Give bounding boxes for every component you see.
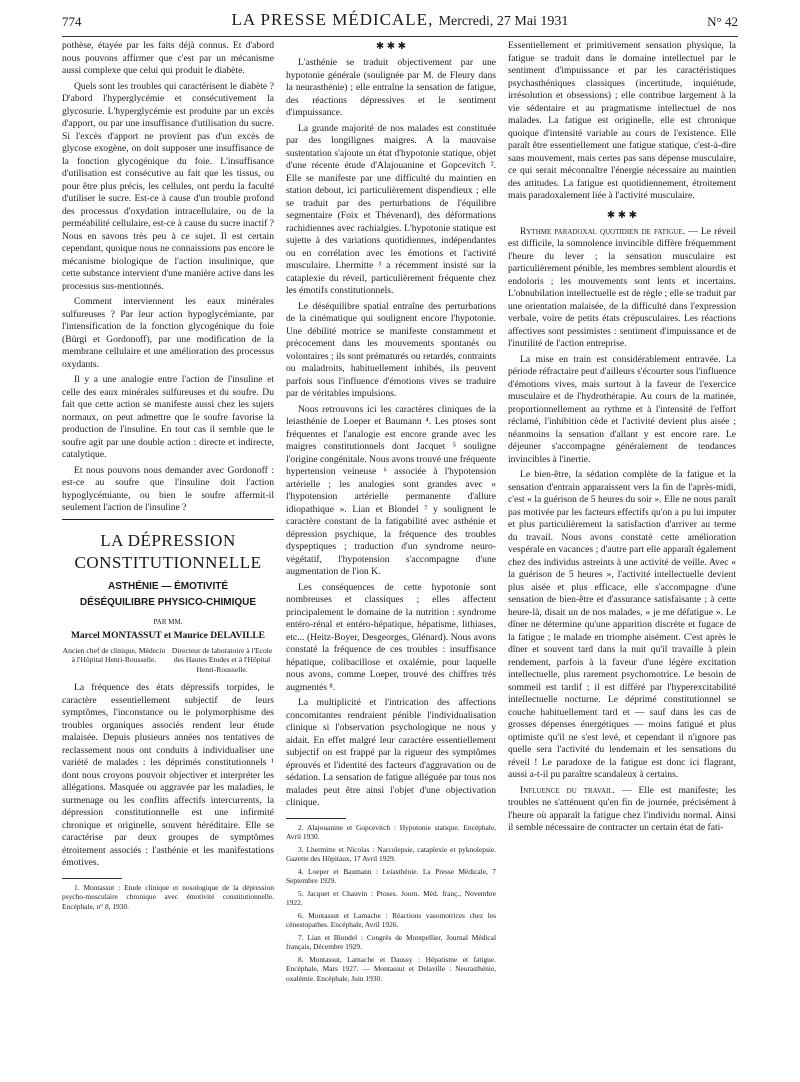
paragraph: Les conséquences de cette hypotonie sont nombreuses et classiques ; elles affectent principalement le domaine de la nutrition : syndrome entéro-rénal et entéro-hépatique, hépatisme, lithiases, etc... (Heitz-Boyer, Desgeorges, Glénard). Nous avons constaté la fréquence de ces troubles : insuffisance hépatique, colibacillose et oxalémie, pour laquelle nous avons, comme Loeper, trouvé des chiffres très augmentés ⁸. [286,581,496,693]
footnote: 2. Alajouanine et Gopcevitch : Hypotonie statique. Encéphale, Avril 1930. [286,822,496,841]
authors: Marcel MONTASSUT et Maurice DELAVILLE [70,631,266,641]
page-number: 774 [62,14,82,29]
paragraph-text: — Elle est manifeste; les troubles ne s'atténuent qu'en fin de journée, précisément à l'heure où apparaît la fatigue chez l'individu normal. Ainsi il semble nécessaire de contracter un certain état de fati- [508,784,736,833]
section-heading: Rythme paradoxal quotidien de fatigue. [520,225,686,237]
affiliations [62,646,274,675]
footnote: 3. Lhermitte et Nicolas : Narcolepsie, cataplexie et pyknolepsie. Gazette des Hôpitaux, 17 Avril 1929. [286,844,496,863]
footnote: 7. Lian et Blondel : Congrès de Montpellier, Journal Médical français, Décembre 1929. [286,932,496,951]
section-heading: Influence du travail. [520,784,616,796]
paragraph: La grande majorité de nos malades est constituée par des longilignes maigres. A la mauvaise sustentation s'ajoute un état d'hypotonie statique, objet d'une récente étude d'Alajouanine et Gopcevitch ². Elle se manifeste par une difficulté du maintien en station debout, ici particulièrement dispendieux ; elle se traduit par des perturbations de l'équilibre segmentaire (Foix et Thévenard), des déformations rachidiennes avec rachialgies. L'hypotonie statique est sujette à des variations quotidiennes, indépendantes ou en corrélation avec les émotions et l'activité musculaire. Lhermitte ³ a récemment insisté sur la cataplexie du réveil, particulièrement fréquente chez les émotifs constitutionnels. [286,122,496,296]
paragraph [508,226,736,351]
article-subtitle-1: ASTHÉNIE — ÉMOTIVITÉ [107,580,228,592]
paragraph: La multiplicité et l'intrication des affections concomitantes rendraient pénible l'individualisation clinique si l'observation psychologique ne nous y aidait. En effet malgré leur caractère essentiellement subjectif on est frappé par la rigueur des symptômes éprouvés et l'identité des facteurs d'aggravation ou de sédation. La sensation de fatigue alléguée par tous nos malades peut être ainsi l'objet d'une objectivation clinique. [286,697,496,808]
journal-name: LA PRESSE MÉDICALE, [231,10,434,29]
asterism: ✱ ✱ ✱ [606,209,638,221]
asterism: ✱ ✱ ✱ [375,41,407,52]
journal-title [0,10,800,30]
footnote: 4. Loeper et Baumann : Leiasthénie. La Presse Médicale, 7 Septembre 1929. [286,866,496,885]
issue-number: N° 42 [707,14,738,29]
paragraph: Il y a une analogie entre l'action de l'insuline et celle des eaux minérales sulfureuses et du soufre. Du fait que cette action se manifeste aussi chez les sujets normaux, on peut admettre que le soufre favorise la production de l'insuline. En tout cas il semble que le soufre agit par une double action : directe et indirecte, catalytique. [62,374,274,460]
paragraph: Comment interviennent les eaux minérales sulfureuses ? Par leur action hypoglycémiante, par l'intensification de la fonction glycogénique du foie (Bürgi et Gordonoff), par une modification de la membrane cellulaire et une amélioration des processus oxydants. [62,296,274,370]
header-rule [62,36,738,37]
paragraph-text: — Le réveil est difficile, la somnolence invincible diffère fréquemment l'heure du lever ; la sensation musculaire est particulièrement pénible, les membres semblent alourdis et endoloris ; les mouvements sont lents et incertains. L'obnubilation intellectuelle est de règle ; elle se traduit par une orientation malaisée, de la difficulté dans l'expression verbale, voire de petits états crépusculaires. Les réactions affectives sont pessimistes : sentiment d'impuissance et de l'inutilité de l'action entreprise. [508,225,736,349]
column-2 [286,40,496,986]
column-3 [508,40,736,838]
footnote-divider [286,818,346,819]
column-1 [62,40,274,914]
footnote-divider [62,878,122,879]
paragraph: Quels sont les troubles qui caractérisent le diabète ? D'abord l'hyperglycémie et consécutivement la glycosurie. L'hyperglycémie est produite par un excès d'apport, ou par une insuffisance d'utilisation du sucre. Si l'excès d'apport ne provient pas d'un excès de glycose exogène, on doit supposer une insuffisance de la fonction glycogénique du foie. L'insuffisance d'utilisation est consécutive au fait que les tissus, ou pour être plus précis, les cellules, ont perdu la faculté d'utiliser le sucre. Est-ce à cause d'un trouble profond des processus d'oxydation intracellulaire, ou de la perméabilité cellulaire, est-ce à cause du sucre inactif ? Nous en savons très peu à ce sujet. Il est certain cependant, quoique nous ne connaissions pas encore le mécanisme biologique de l'action insulinique, que cette substance intervient d'une manière active dans les processus sus-mentionnés. [62,80,274,292]
paragraph: Nous retrouvons ici les caractères cliniques de la leiasthénie de Loeper et Baumann ⁴. Les ptoses sont fréquentes et l'analogie est encore grande avec les maigres constitutionnels dont Jacquet ⁵ souligne l'origine congénitale. Nous avons trouvé une fréquente hypertension veineuse ⁶ associée à l'hypotension artérielle ; les analogies sont grandes avec « l'hypotension artérielle permanente d'allure idiopathique ». Lian et Blondel ⁷ y soulignent le caractère constant de la fatigabilité avec asthénie et dépression psychique, la fréquence des troubles dyspeptiques ; traduction d'un syndrome neuro-végétatif, l'hypotension s'accompagne d'une augmentation de l'ion K. [286,403,496,577]
footnote: 8. Montassut, Lamache et Daussy : Hépatisme et fatigue. Encéphale, Mars 1927. — Montassut et Delaville : Neurasthénie, oxalémie. Encéphale, Juin 1930. [286,954,496,983]
paragraph: Le bien-être, la sédation complète de la fatigue et la sensation d'entrain apparaissent vers la fin de l'après-midi, c'est « la guérison de 5 heures du soir ». Elle ne nous paraît pas motivée par les facteurs effectifs qu'on a pu lui imputer et plus particulièrement la satisfaction d'arriver au terme du travail. Nous avons constaté cette amélioration vespérale en vacances ; d'autre part elle apparaît également chez des individus astreints à une activité de veille. Avec « la guérison de 5 heures », l'activité intellectuelle devient plus aisée et plus efficace, elle s'accompagne d'une sensation de bien-être et d'assurance satisfaisante ; à cette heure-là, disait un de nos malades, « je me défatigue ». Le dîner ne détermine qu'une apparition discrète et fugace de la fatigue ; le malade en triomphe aisément. C'est après le dîner et souvent tard dans la nuit qu'il travaille à plein rendement, parfois à la faveur d'une légère excitation intellectuelle, plus rarement psychomotrice. Le besoin de sommeil est tardif ; il est différé par l'hyperexcitabilité intellectuelle nocturne. Le déprimé constitutionnel se couche habituellement tard et — sauf dans les cas de grosses dépenses énergétiques — moins fatigué et plus optimiste qu'il ne s'est levé, et cependant il n'ignore pas quelle sera l'activité du lendemain et les sensations du réveil ! Le paradoxe de la fatigue est donc ici flagrant, aussi a-t-il pu paraître scandaleux à certains. [508,469,736,780]
section-divider [62,519,274,520]
article-title-line-2: CONSTITUTIONNELLE [74,552,262,572]
issue-date: Mercredi, 27 Mai 1931 [438,14,569,29]
paragraph: Le déséquilibre spatial entraîne des perturbations de la cinématique qui soulignent encore l'hypotonie. Une débilité motrice se manifeste constamment et précocement dans les mouvements spontanés ou volontaires ; ils sont prématurés ou retardés, contraints ou maladroits, habituellement inhibés, ils peuvent parfois sous l'influence d'émotions vives se traduire par de véritables impulsions. [286,300,496,399]
footnote: 6. Montassut et Lamache : Réactions vasomotrices chez les cénestopathes. Encéphale, Avril 1926. [286,910,496,929]
footnote: 1. Montassut : Etude clinique et nosologique de la dépression psycho-musculaire chronique avec émotivité constitutionnelle. Encéphale, n° 8, 1930. [62,882,274,911]
article-subtitle-2: DÉSÉQUILIBRE PHYSICO-CHIMIQUE [79,596,257,608]
footnote: 5. Jacquet et Chauvin : Ptoses. Journ. Méd. franç., Novembre 1922. [286,888,496,907]
paragraph: Et nous pouvons nous demander avec Gordonoff : est-ce au soufre que l'insuline doit l'action hypoglycémiante, ou bien le soufre affermit-il seulement l'action de l'insuline ? [62,464,274,513]
paragraph: L'asthénie se traduit objectivement par une hypotonie générale (soulignée par M. de Fleury dans la neurasthénie) ; elle entraîne la sensation de fatigue, des réactions dépressives et le sentiment d'impuissance. [286,57,496,118]
affiliation-left: Ancien chef de clinique, Médecin à l'Hôpital Henri-Rousselle. [62,645,166,664]
paragraph: Essentiellement et primitivement sensation physique, la fatigue se traduit dans le domaine intellectuel par le sentiment d'impuissance et par les caractéristiques psychasthéniques classiques (incertitude, inquiétude, irrésolution et obsessions) ; elle contribue largement à la vie sédentaire et au pragmatisme intellectuel de nos malades. La fatigue est originelle, elle est chronique quoique d'intensité variable au cours de l'existence. Elle paraît être essentiellement une fatigue statique, c'est-à-dire sans mouvement, mais certes pas sans dépense musculaire, ce qui serait méconnaître l'énergie nécessaire au maintien des attitudes. La fatigue est quotidiennement, étroitement mais paradoxalement liée à l'activité musculaire. [508,40,736,201]
page-header [0,10,800,36]
paragraph: La mise en train est considérablement entravée. La période réfractaire peut d'ailleurs s'écourter sous l'influence d'émotions vives, mais surtout à la faveur de l'exercice musculaire et de l'hydrothérapie. Au cours de la matinée, proportionnellement au rythme et à l'intensité de l'effort réclamé, l'inhibition cède et l'activité devient plus aisée ; néanmoins la sensation d'allant y est encore rare. Le déjeuner s'accompagne généralement de tendances invincibles à l'inertie. [508,353,736,465]
article-title-line-1: LA DÉPRESSION [100,530,236,550]
paragraph: La fréquence des états dépressifs torpides, le caractère essentiellement subjectif de leurs symptômes, l'inconstance ou le polymorphisme des troubles organiques associés rendent leur étude malaisée. Depuis plusieurs années nos tentatives de reclassement nous ont conduits à individualiser une variété de malades : les déprimés constitutionnels ¹ dont nous croyons pouvoir objectiver et interpréter les allégations. Masquée ou aggravée par les maladies, le surmenage ou les conflits affectifs intercurrents, la dépression constitutionnelle est une infirmité chronique et originelle, souvent héréditaire. Elle se caractérise par deux groupes de symptômes étroitement associés : l'asthénie et les manifestations émotives. [62,682,274,868]
by-line: PAR MM. [153,617,183,626]
affiliation-right: Directeur de laboratoire à l'Ecole des Hautes Etudes et à l'Hôpital Henri-Rousselle. [171,645,273,674]
paragraph: pothèse, étayée par les faits déjà connus. Et d'abord nous pouvons affirmer que c'est par un mécanisme aussi complexe que celui qui produit le diabète. [62,40,274,76]
paragraph [508,785,736,835]
